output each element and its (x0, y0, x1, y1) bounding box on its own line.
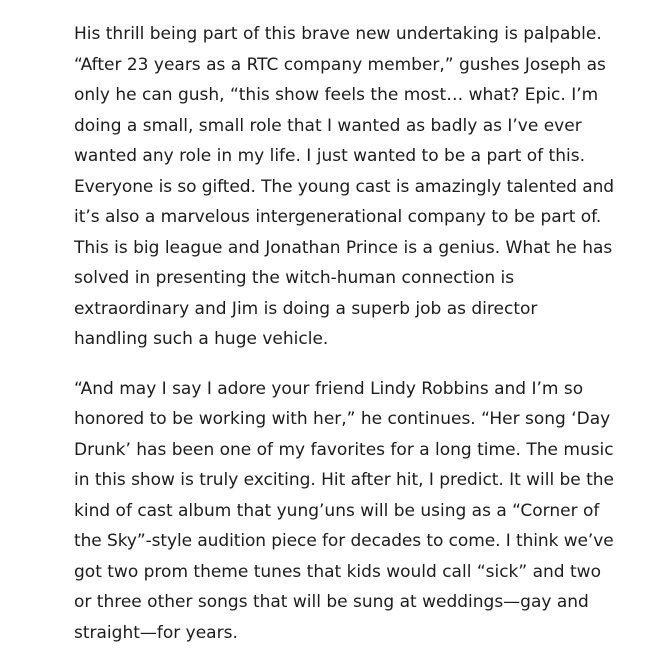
paragraph-2 (74, 374, 614, 649)
paragraph-line: Drunk’ has been one of my favorites for a long time. The music (74, 439, 614, 460)
paragraph-line: in this show is truly exciting. Hit after hit, I predict. It will be the (74, 470, 614, 490)
paragraph-line: doing a small, small role that I wanted as badly as I’ve ever (74, 115, 582, 136)
paragraph-line: it’s also a marvelous intergenerational company to be part of. (74, 207, 602, 227)
paragraph-1 (74, 19, 614, 355)
paragraph-line: the Sky”-style audition piece for decades to come. I think we’ve (74, 531, 614, 551)
paragraph-line: only he can gush, “this show feels the most… what? Epic. I’m (74, 85, 599, 105)
paragraph-line: “And may I say I adore your friend Lindy Robbins and I’m so (74, 378, 584, 399)
paragraph-line: kind of cast album that yung’uns will be using as a “Corner of (74, 500, 600, 521)
paragraph-line: “After 23 years as a RTC company member,” gushes Joseph as (74, 54, 606, 75)
paragraph-line: This is big league and Jonathan Prince is a genius. What he has (74, 237, 613, 258)
paragraph-line: Everyone is so gifted. The young cast is amazingly talented and (74, 176, 614, 197)
paragraph-line: or three other songs that will be sung at weddings—gay and (74, 592, 589, 612)
paragraph-line: extraordinary and Jim is doing a superb job as director (74, 298, 538, 319)
paragraph-line: got two prom theme tunes that kids would call “sick” and two (74, 561, 601, 582)
article-body (74, 19, 614, 667)
paragraph-line: honored to be working with her,” he continues. “Her song ‘Day (74, 409, 611, 429)
paragraph-line: straight—for years. (74, 622, 238, 643)
paragraph-line: wanted any role in my life. I just wanted to be a part of this. (74, 146, 585, 166)
paragraph-line: handling such a huge vehicle. (74, 329, 329, 349)
paragraph-line: His thrill being part of this brave new undertaking is palpable. (74, 24, 602, 44)
paragraph-line: solved in presenting the witch-human connection is (74, 268, 515, 288)
